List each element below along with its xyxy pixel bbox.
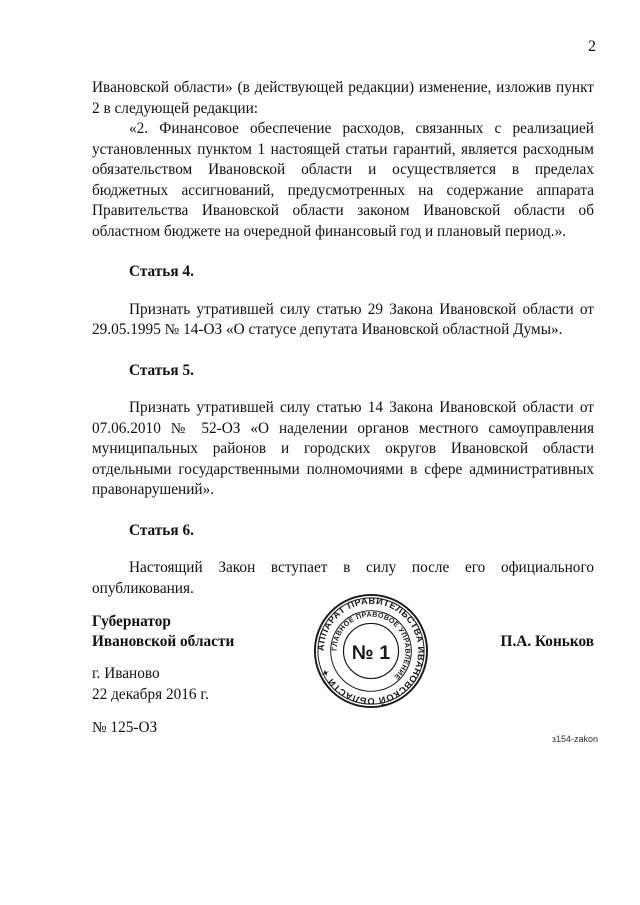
article-4-text: Признать утратившей силу статью 29 Закона Ивановской области от 29.05.1995 № 14-ОЗ «О статусе депутата Ивановской областной Думы». (92, 300, 594, 338)
signatory-name: П.А. Коньков (500, 633, 594, 650)
document-code: з154-zakon (551, 734, 598, 744)
signatory-position (92, 612, 234, 652)
seal-number: № 1 (351, 641, 391, 664)
page-number: 2 (588, 38, 596, 55)
position-line-1: Губернатор (92, 613, 171, 630)
date: 22 декабря 2016 г. (92, 685, 209, 703)
article-6-title: Статья 6. (129, 521, 194, 539)
article-5-text: Признать утратившей силу статью 14 Закона Ивановской области от 07.06.2010 № 52-ОЗ «О наделении органов местного самоуправления муниципальных районов и городских округов Ивановской области отдельными государственными полномочиями в сфере административных правонарушений». (92, 399, 594, 498)
article-4-title: Статья 4. (129, 263, 194, 280)
seal-ring-text: АППАРАТ ПРАВИТЕЛЬСТВА ИВАНОВСКОЙ ОБЛАСТИ ✦ (315, 595, 427, 707)
quoted-paragraph: «2. Финансовое обеспечение расходов, связанных с реализацией установленных пунктом 1 настоящей статьи гарантий, является расходным обязательством Ивановской области и осуществляется в пределах бюджетных ассигнований, предусмотренных на содержание аппарата Правительства Ивановской области законом Ивановской области об областном бюджете на очередной финансовый год и плановый период.». (92, 120, 594, 240)
place: г. Иваново (92, 665, 160, 682)
place-and-date (92, 664, 209, 705)
article-5-title: Статья 5. (129, 361, 194, 379)
position-line-2: Ивановской области (92, 633, 235, 650)
seal-inner-text: ГЛАВНОЕ ПРАВОВОЕ УПРАВЛЕНИЕ (330, 610, 412, 682)
document-body (92, 78, 594, 599)
article-6-text: Настоящий Закон вступает в силу после его официального опубликования. (92, 559, 594, 597)
intro-paragraph: Ивановской области» (в действующей редакции) изменение, изложив пункт 2 в следующей редакции: (92, 79, 594, 117)
law-number: № 125-ОЗ (92, 719, 158, 736)
official-seal-stamp (312, 592, 430, 710)
